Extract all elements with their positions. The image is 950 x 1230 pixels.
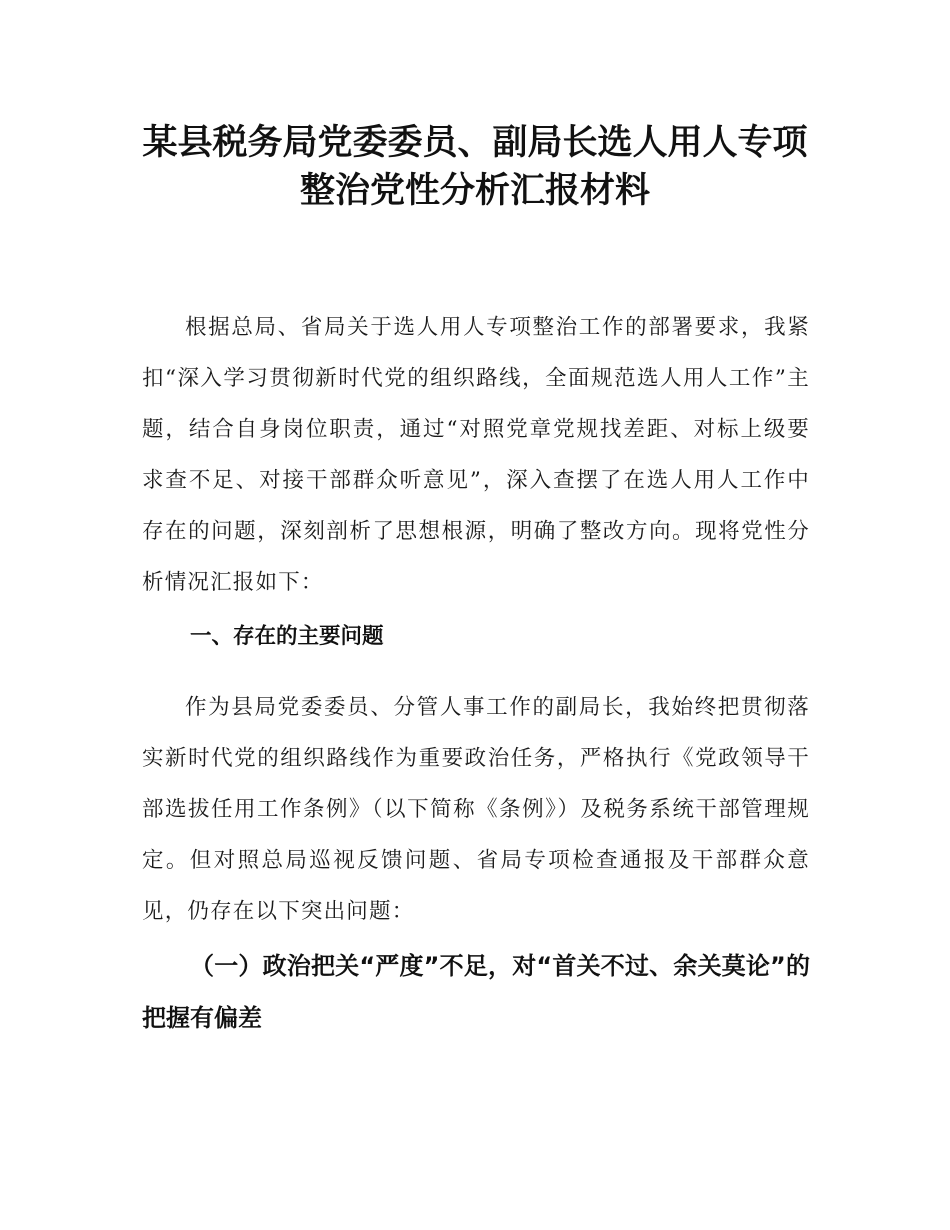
intro-paragraph: 根据总局、省局关于选人用人专项整治工作的部署要求，我紧扣“深入学习贯彻新时代党的组织路线，全面规范选人用人工作”主题，结合自身岗位职责，通过“对照党章党规找差距、对标上级要求查不足、对接干部群众听意见”，深入查摆了在选人用人工作中存在的问题，深刻剖析了思想根源，明确了整改方向。现将党性分析情况汇报如下：: [142, 315, 810, 595]
section-heading-main-problems: 一、存在的主要问题: [190, 624, 384, 649]
document-title-line-1: 某县税务局党委委员、副局长选人用人专项: [142, 123, 808, 163]
body-paragraph: 作为县局党委委员、分管人事工作的副局长，我始终把贯彻落实新时代党的组织路线作为重要政治任务，严格执行《党政领导干部选拔任用工作条例》（以下简称《条例》）及税务系统干部管理规定。但对照总局巡视反馈问题、省局专项检查通报及干部群众意见，仍存在以下突出问题：: [142, 695, 810, 924]
subsection-heading-political-check: （一）政治把关“严度”不足，对“首关不过、余关莫论”的把握有偏差: [142, 952, 810, 1032]
document-title-line-2: 整治党性分析汇报材料: [299, 171, 650, 211]
